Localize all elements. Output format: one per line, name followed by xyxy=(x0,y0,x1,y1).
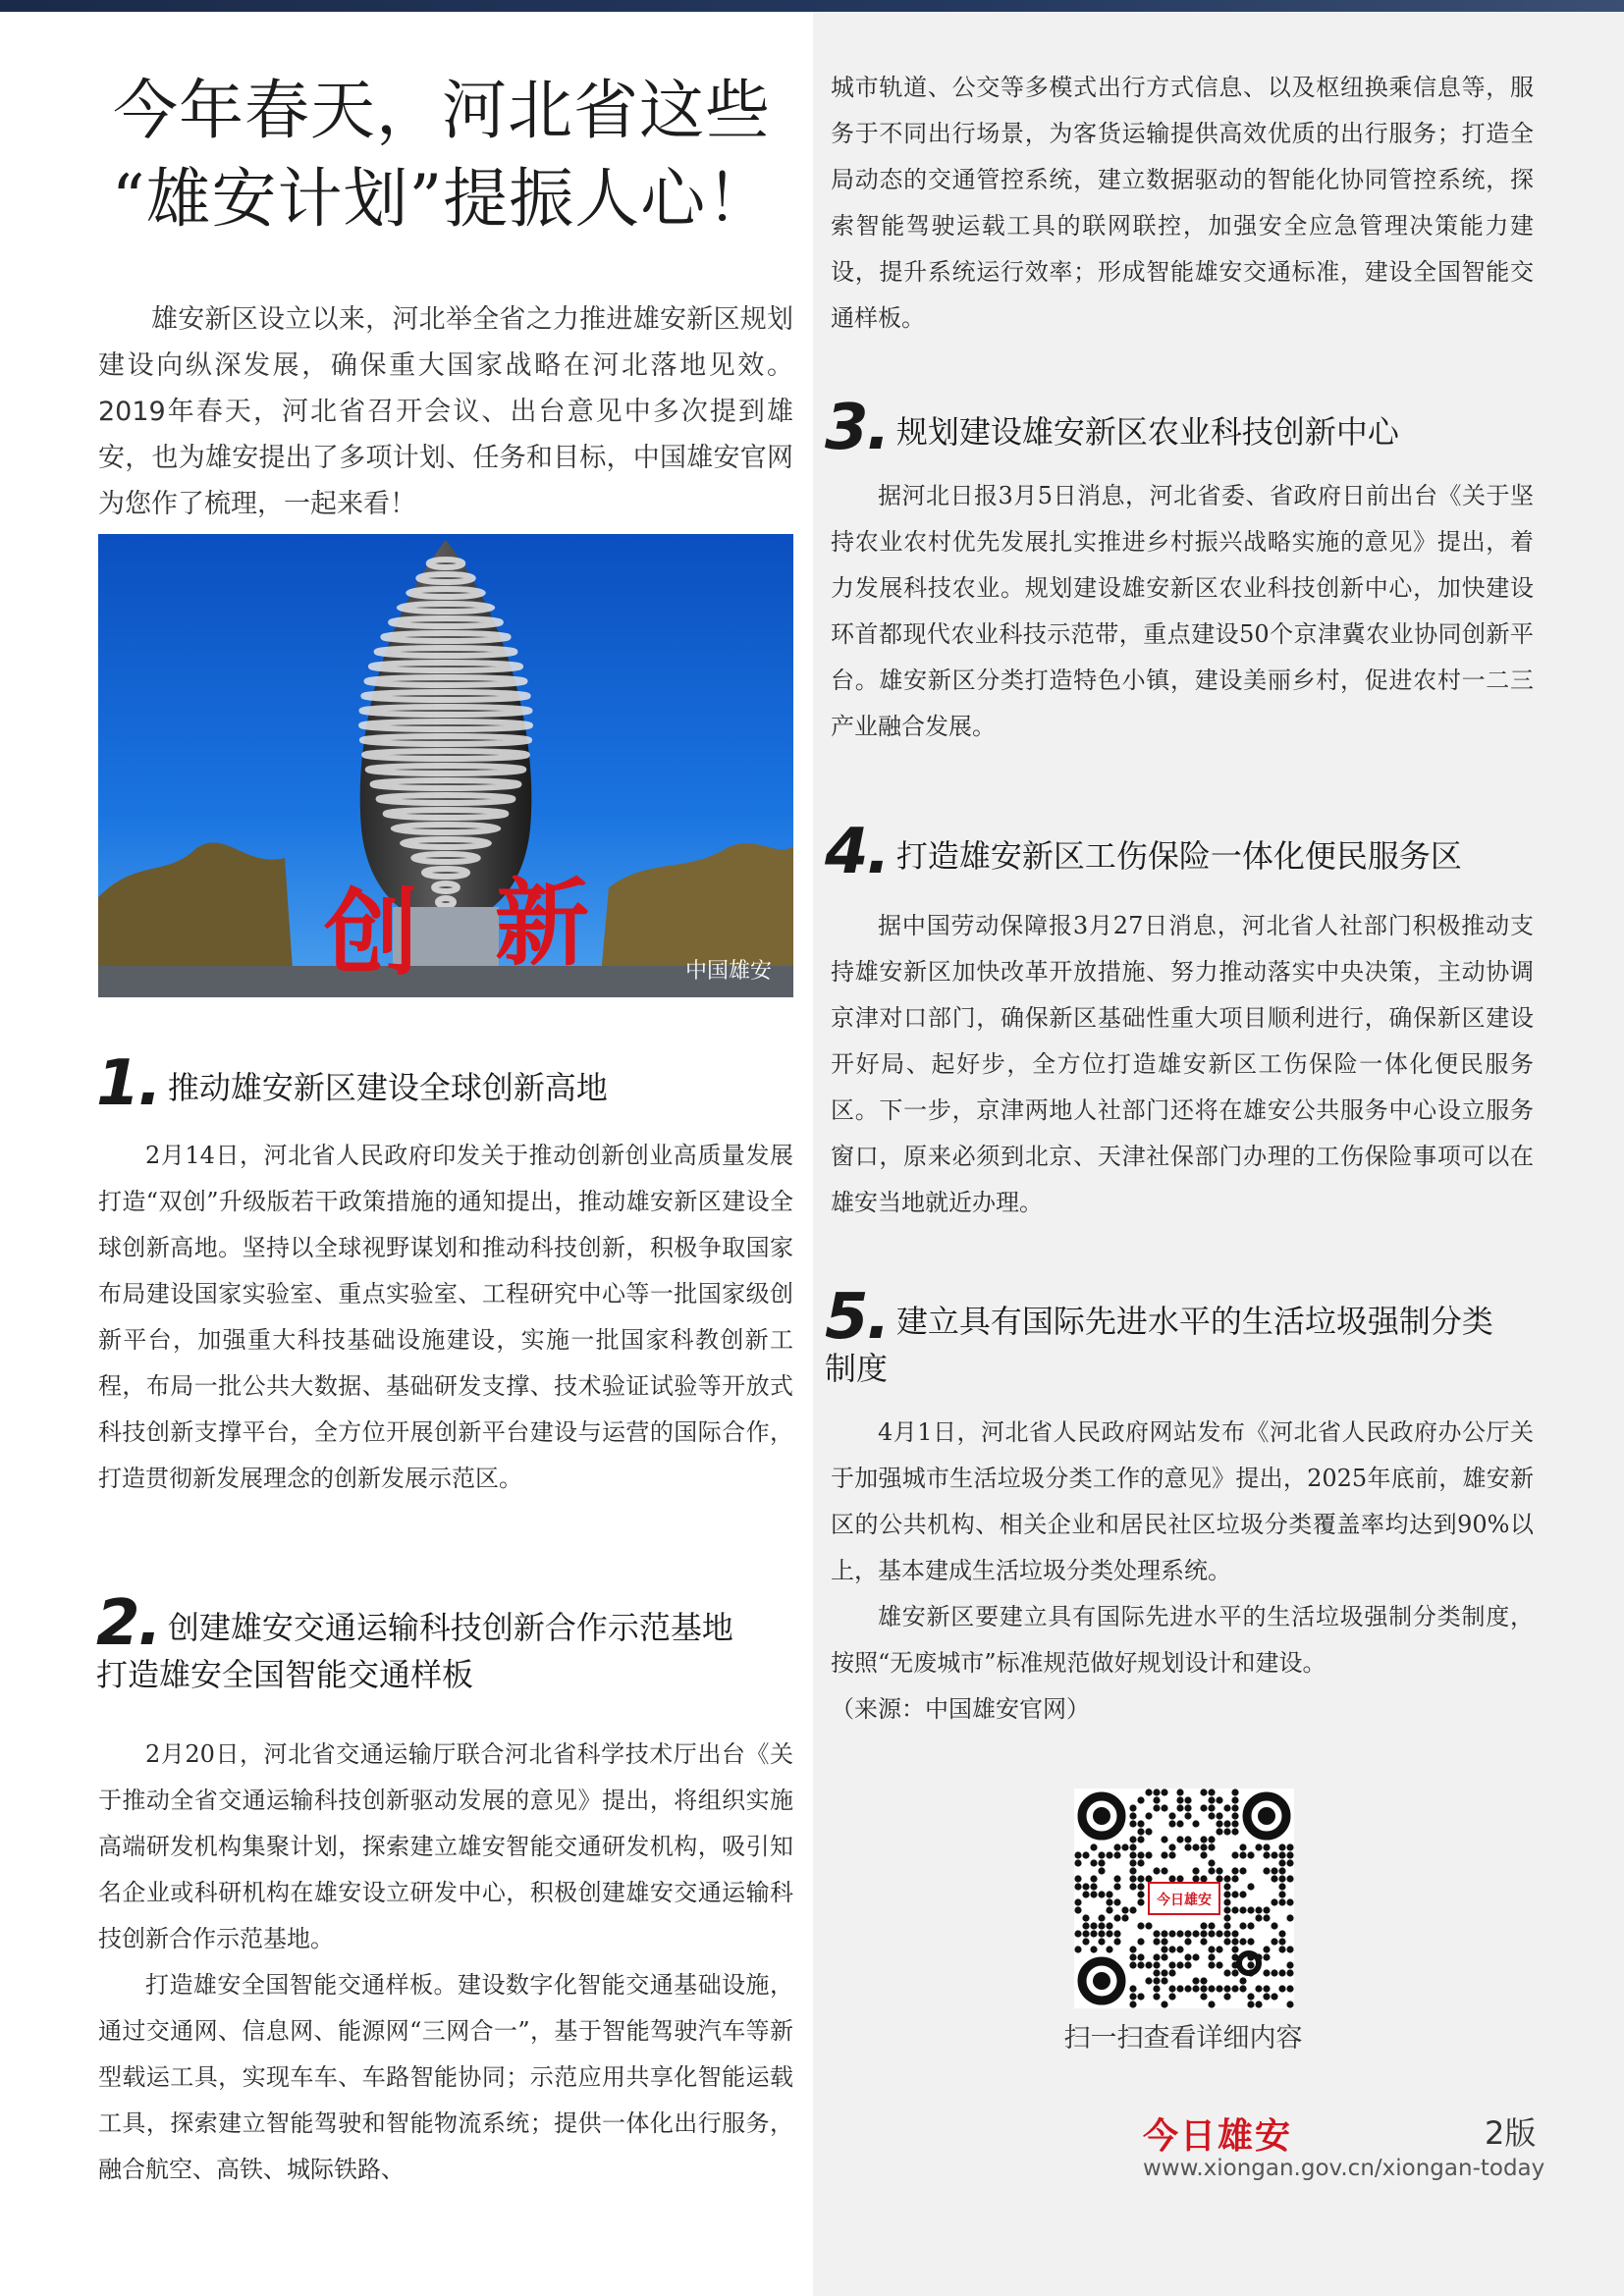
section-2-number: 2. xyxy=(96,1587,160,1660)
title-line-1: 今年春天，河北省这些 xyxy=(113,73,771,148)
section-2-continued: 城市轨道、公交等多模式出行方式信息、以及枢纽换乘信息等，服务于不同出行场景，为客货运输提供高效优质的出行服务；打造全局动态的交通管控系统，建立数据驱动的智能化协同管控系统，探索智能驾驶运载工具的联网联控，加强安全应急管理决策能力建设，提升系统运行效率；形成智能雄安交通标准，建设全国智能交通样板。 xyxy=(831,74,1534,332)
section-3-heading: 3. 规划建设雄安新区农业科技创新中心 xyxy=(825,392,1399,464)
section-4-paragraph-1: 据中国劳动保障报3月27日消息，河北省人社部门积极推动支持雄安新区加快改革开放措施、努力推动落实中央决策，主动协调京津对口部门，确保新区基础性重大项目顺利进行，确保新区建设开好局、起好步，全方位打造雄安新区工伤保险一体化便民服务区。下一步，京津两地人社部门还将在雄安公共服务中心设立服务窗口，原来必须到北京、天津社保部门办理的工伤保险事项可以在雄安当地就近办理。 xyxy=(831,912,1534,1216)
section-5-body xyxy=(831,1410,1534,1733)
title-line-2: “雄安计划”提振人心！ xyxy=(111,161,773,237)
qr-caption: 扫一扫查看详细内容 xyxy=(1063,2023,1303,2054)
section-4-body xyxy=(831,903,1534,1226)
site-url[interactable]: www.xiongan.gov.cn/xiongan-today xyxy=(1143,2156,1545,2181)
qr-center-label: 今日雄安 xyxy=(1157,1893,1212,1908)
section-2-paragraph-2: 打造雄安全国智能交通样板。建设数字化智能交通基础设施，通过交通网、信息网、能源网“三网合一”，基于智能驾驶汽车等新型载运工具，实现车车、车路智能协同；示范应用共享化智能运载工具，探索建立智能驾驶和智能物流系统；提供一体化出行服务，融合航空、高铁、城际铁路、 xyxy=(98,1971,793,2183)
section-1-number: 1. xyxy=(96,1047,160,1120)
section-5-source: （来源：中国雄安官网） xyxy=(831,1695,1090,1723)
section-1-body xyxy=(98,1133,793,1502)
top-bar xyxy=(0,0,1624,12)
section-5-paragraph-2: 雄安新区要建立具有国际先进水平的生活垃圾强制分类制度，按照“无废城市”标准规范做好规划设计和建设。 xyxy=(831,1603,1534,1677)
section-5-paragraph-1: 4月1日，河北省人民政府网站发布《河北省人民政府办公厅关于加强城市生活垃圾分类工作的意见》提出，2025年底前，雄安新区的公共机构、相关企业和居民社区垃圾分类覆盖率均达到90%以上，基本建成生活垃圾分类处理系统。 xyxy=(831,1418,1534,1584)
section-5-heading-line-2: 制度 xyxy=(825,1350,889,1387)
section-1-heading: 1. 推动雄安新区建设全球创新高地 xyxy=(96,1047,608,1120)
section-1-paragraph-1: 2月14日，河北省人民政府印发关于推动创新创业高质量发展打造“双创”升级版若干政策措施的通知提出，推动雄安新区建设全球创新高地。坚持以全球视野谋划和推动科技创新，积极争取国家布局建设国家实验室、重点实验室、工程研究中心等一批国家级创新平台，加强重大科技基础设施建设，实施一批国家科教创新工程，布局一批公共大数据、基础研发支撑、技术验证试验等开放式科技创新支撑平台，全方位开展创新平台建设与运营的国际合作，打造贯彻新发展理念的创新发展示范区。 xyxy=(98,1142,793,1492)
section-3-number: 3. xyxy=(825,392,889,464)
section-3-paragraph-1: 据河北日报3月5日消息，河北省委、省政府日前出台《关于坚持农业农村优先发展扎实推进乡村振兴战略实施的意见》提出，着力发展科技农业。规划建设雄安新区农业科技创新中心，加快建设环首都现代农业科技示范带，重点建设50个京津冀农业协同创新平台。雄安新区分类打造特色小镇，建设美丽乡村，促进农村一二三产业融合发展。 xyxy=(831,482,1534,740)
tower-photo xyxy=(98,534,793,997)
page-title xyxy=(98,67,785,243)
intro-paragraph: 雄安新区设立以来，河北举全省之力推进雄安新区规划建设向纵深发展，确保重大国家战略在河北落地见效。2019年春天，河北省召开会议、出台意见中多次提到雄安，也为雄安提出了多项计划、任务和目标，中国雄安官网为您作了梳理，一起来看！ xyxy=(98,304,793,519)
section-2-heading: 2. 创建雄安交通运输科技创新合作示范基地 打造雄安全国智能交通样板 xyxy=(96,1600,803,1698)
qr-code[interactable] xyxy=(1074,1789,1294,2008)
footer-logo: 今日雄安 xyxy=(1143,2115,1293,2157)
page-number: 2版 xyxy=(1485,2114,1537,2152)
section-3-body xyxy=(831,473,1534,750)
section-2-heading-line-2: 打造雄安全国智能交通样板 xyxy=(96,1656,474,1693)
section-5-number: 5. xyxy=(825,1281,889,1354)
sign-right: 新 xyxy=(495,868,589,979)
section-2-body xyxy=(98,1732,793,2193)
sign-left: 创 xyxy=(324,878,418,988)
section-5-heading: 5. 建立具有国际先进水平的生活垃圾强制分类 制度 xyxy=(825,1294,1551,1392)
photo-watermark: 中国雄安 xyxy=(685,959,773,984)
section-2-paragraph-1: 2月20日，河北省交通运输厅联合河北省科学技术厅出台《关于推动全省交通运输科技创新驱动发展的意见》提出，将组织实施高端研发机构集聚计划，探索建立雄安智能交通研发机构，吸引知名企业或科研机构在雄安设立研发中心，积极创建雄安交通运输科技创新合作示范基地。 xyxy=(98,1740,793,1952)
section-4-heading: 4. 打造雄安新区工伤保险一体化便民服务区 xyxy=(825,816,1462,888)
section-4-number: 4. xyxy=(825,816,889,888)
